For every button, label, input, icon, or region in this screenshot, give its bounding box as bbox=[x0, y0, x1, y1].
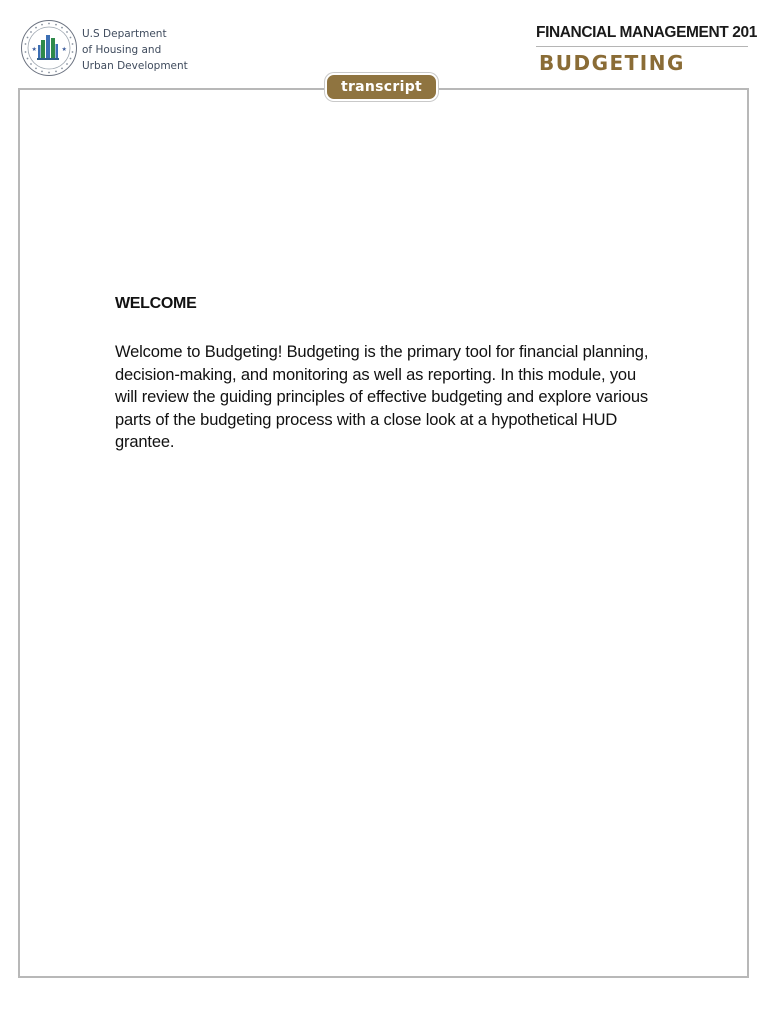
agency-line-3: Urban Development bbox=[82, 60, 188, 72]
agency-line-2: of Housing and bbox=[82, 44, 162, 56]
module-title: BUDGETING bbox=[539, 51, 685, 75]
agency-name bbox=[82, 26, 188, 74]
course-header bbox=[536, 23, 757, 47]
content-frame bbox=[18, 88, 749, 978]
transcript-tab: transcript bbox=[325, 73, 438, 101]
hud-seal-icon bbox=[20, 19, 78, 77]
svg-text:★: ★ bbox=[31, 46, 37, 53]
course-title-divider bbox=[536, 46, 748, 47]
hud-logo bbox=[20, 19, 188, 79]
section-body: Welcome to Budgeting! Budgeting is the primary tool for financial planning, decision-making, and monitoring as well as reporting. In this module, you will review the guiding principles of effective budgeting and explore various parts of the budgeting process with a close look at a hypothetical HUD grantee. bbox=[115, 343, 649, 451]
svg-text:★: ★ bbox=[61, 46, 67, 53]
section-heading: WELCOME bbox=[115, 295, 197, 312]
agency-line-1: U.S Department bbox=[82, 28, 167, 40]
course-title: FINANCIAL MANAGEMENT 201 bbox=[536, 24, 757, 41]
